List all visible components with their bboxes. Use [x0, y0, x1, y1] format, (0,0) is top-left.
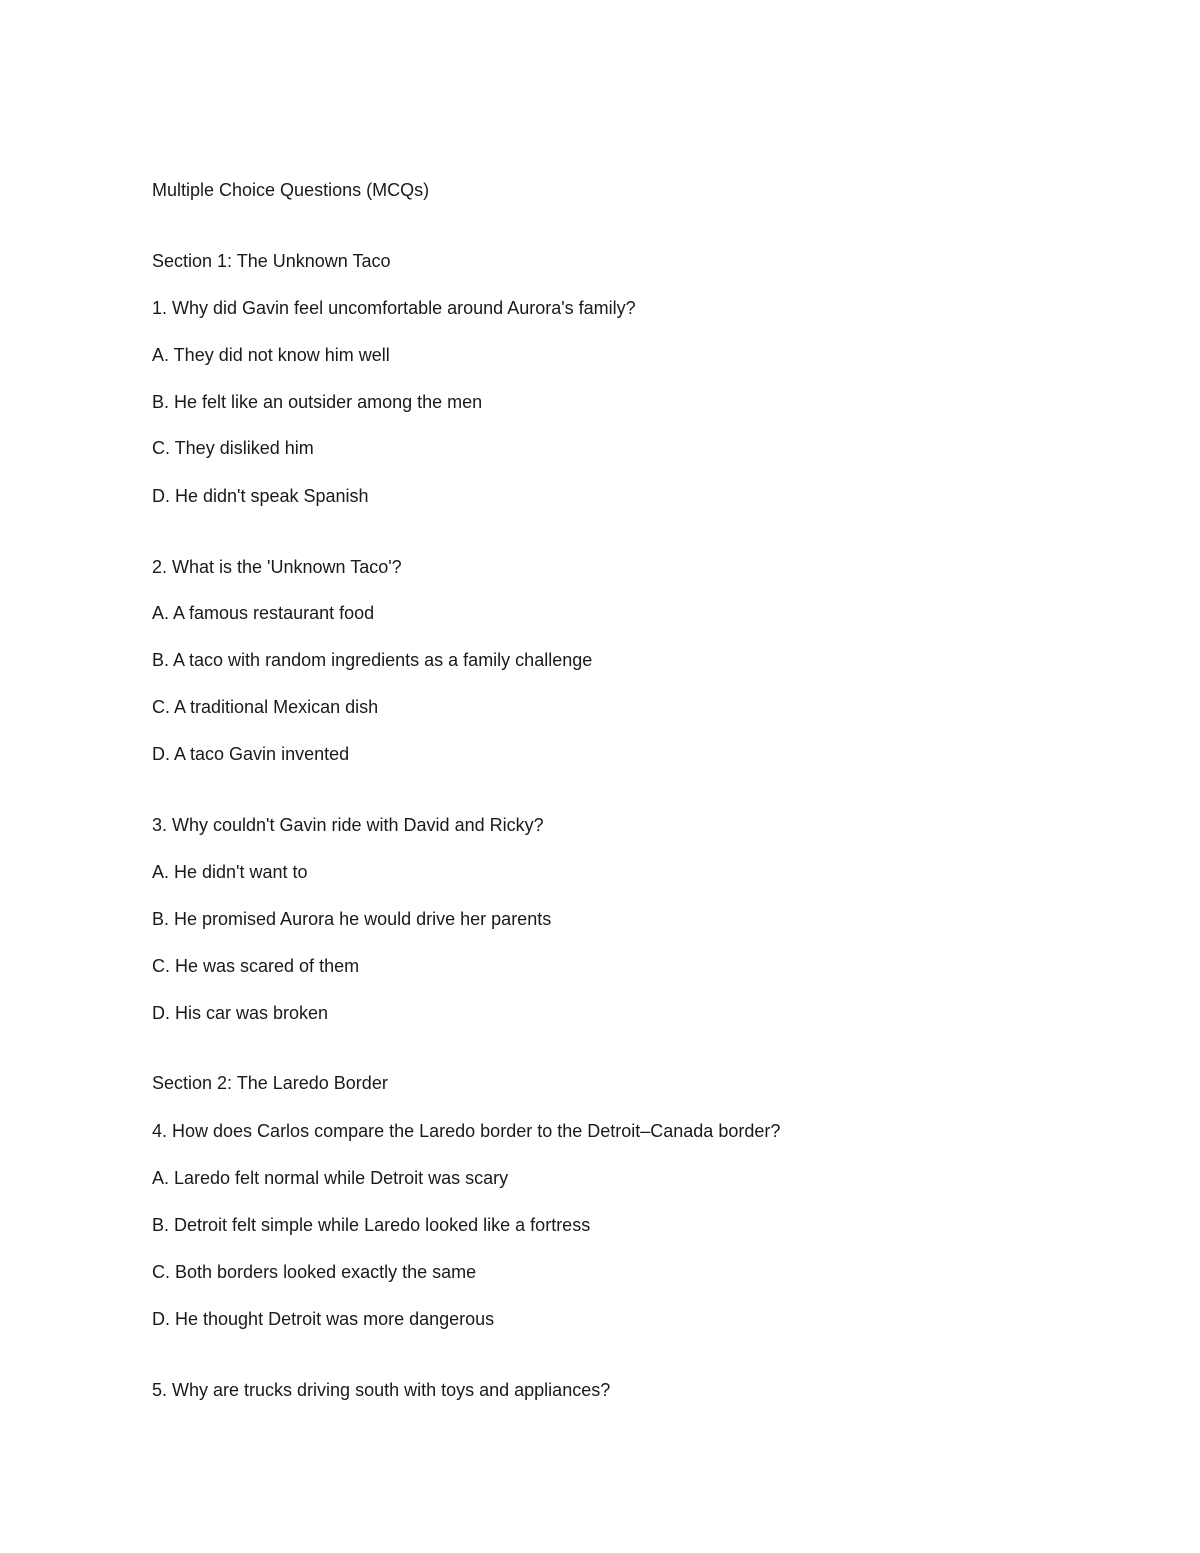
question-1-option-a: A. They did not know him well: [152, 345, 390, 365]
question-3-option-a: A. He didn't want to: [152, 862, 308, 882]
question-1-option-c: C. They disliked him: [152, 438, 314, 458]
question-2-option-d: D. A taco Gavin invented: [152, 744, 350, 764]
question-3-option-d: D. His car was broken: [152, 1003, 329, 1023]
question-5: 5. Why are trucks driving south with toys and appliances?: [152, 1380, 611, 1400]
question-1-option-d: D. He didn't speak Spanish: [152, 486, 369, 506]
question-4-option-b: B. Detroit felt simple while Laredo looked like a fortress: [152, 1215, 591, 1235]
question-4: 4. How does Carlos compare the Laredo border to the Detroit–Canada border?: [152, 1121, 781, 1141]
question-2-option-c: C. A traditional Mexican dish: [152, 697, 379, 717]
document-title: Multiple Choice Questions (MCQs): [152, 180, 430, 200]
question-1: 1. Why did Gavin feel uncomfortable around Aurora's family?: [152, 298, 636, 318]
question-4-option-c: C. Both borders looked exactly the same: [152, 1262, 477, 1282]
section-1-heading: Section 1: The Unknown Taco: [152, 251, 391, 271]
question-2-option-a: A. A famous restaurant food: [152, 603, 375, 623]
question-2: 2. What is the 'Unknown Taco'?: [152, 557, 402, 577]
question-2-option-b: B. A taco with random ingredients as a family challenge: [152, 650, 593, 670]
question-3: 3. Why couldn't Gavin ride with David and Ricky?: [152, 815, 544, 835]
question-3-option-c: C. He was scared of them: [152, 956, 360, 976]
question-3-option-b: B. He promised Aurora he would drive her parents: [152, 909, 552, 929]
section-2-heading: Section 2: The Laredo Border: [152, 1073, 388, 1093]
question-4-option-d: D. He thought Detroit was more dangerous: [152, 1309, 495, 1329]
question-4-option-a: A. Laredo felt normal while Detroit was scary: [152, 1168, 509, 1188]
question-1-option-b: B. He felt like an outsider among the men: [152, 392, 483, 412]
